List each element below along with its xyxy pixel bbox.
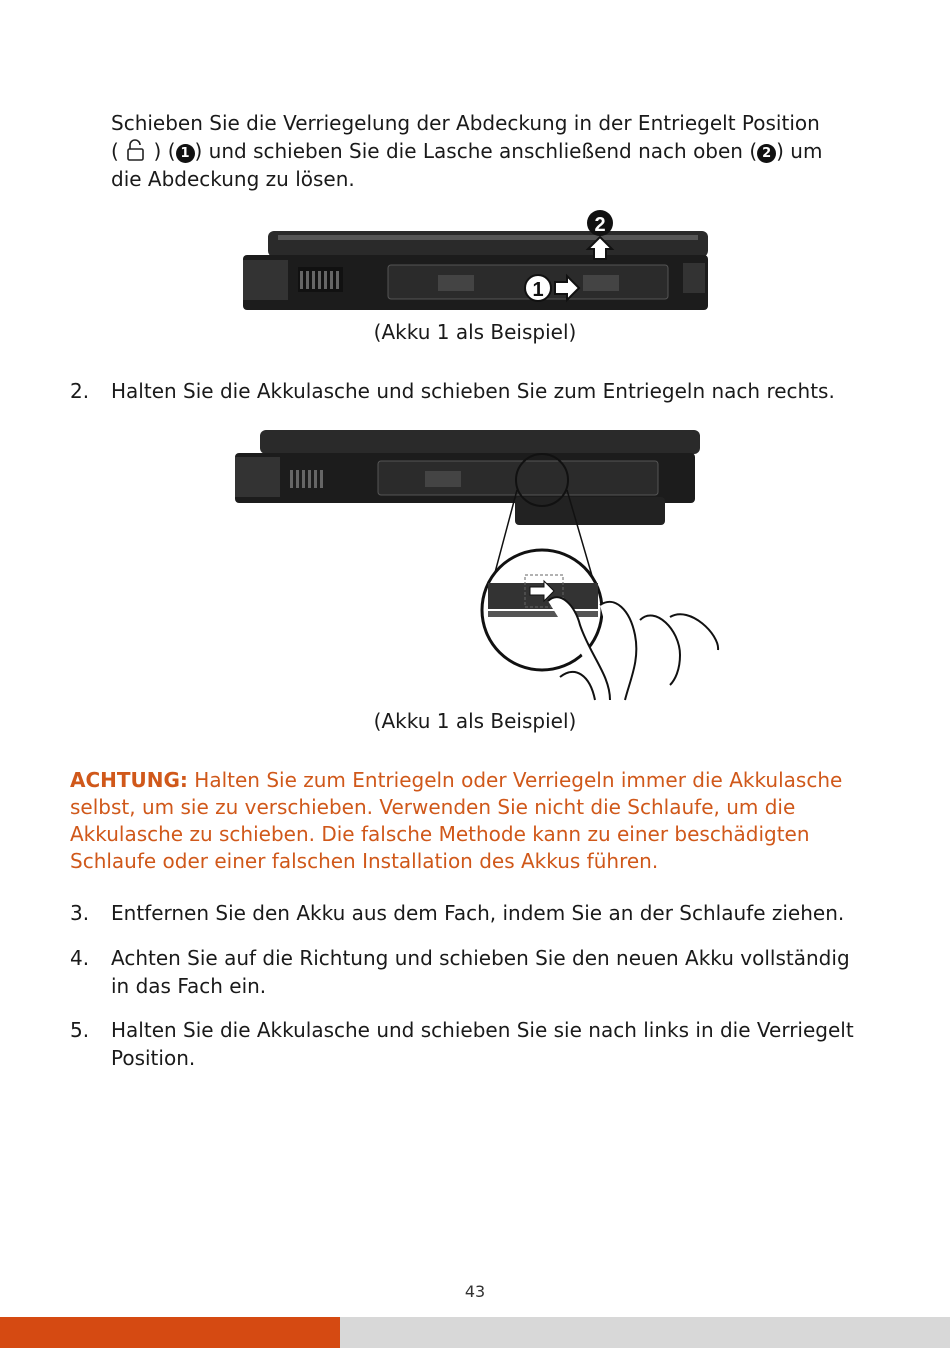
intro-paragraph: [111, 109, 901, 193]
intro-line-3: die Abdeckung zu lösen.: [111, 167, 355, 191]
intro-line-2: ( ) ( 1 ) und schieben Sie die Lasche anschließend nach oben ( 2 ) um: [111, 139, 823, 163]
footer-gray-bar: [340, 1317, 950, 1348]
step-4-number: 4.: [70, 946, 90, 970]
step-5-text: Halten Sie die Akkulasche und schieben Sie sie nach links in die Verriegelt Position.: [111, 1018, 854, 1070]
step-5-number: 5.: [70, 1018, 90, 1042]
step-3-text: Entfernen Sie den Akku aus dem Fach, indem Sie an der Schlaufe ziehen.: [111, 901, 845, 925]
step-marker-1: 1: [176, 144, 195, 163]
figure-1-laptop-latch: [238, 205, 713, 315]
step-3-number: 3.: [70, 901, 90, 925]
figure-2-laptop-finger: [230, 425, 725, 705]
caution-line-2: selbst, um sie zu verschieben. Verwenden Sie nicht die Schlaufe, um die: [70, 795, 796, 819]
step-2-number: 2.: [70, 379, 90, 403]
figure-1-label-1: 1: [532, 279, 544, 301]
caution-label: ACHTUNG:: [70, 768, 188, 792]
figure-1-caption: (Akku 1 als Beispiel): [373, 320, 577, 344]
footer-accent-bar: [0, 1317, 340, 1348]
step-marker-2: 2: [757, 144, 776, 163]
unlock-icon: [125, 138, 147, 162]
caution-block: [70, 767, 900, 875]
figure-2-caption: (Akku 1 als Beispiel): [373, 709, 577, 733]
caution-line-4: Schlaufe oder einer falschen Installation des Akkus führen.: [70, 849, 659, 873]
page-number: 43: [464, 1282, 486, 1301]
intro-line-1: Schieben Sie die Verriegelung der Abdeckung in der Entriegelt Position: [111, 111, 820, 135]
caution-line-3: Akkulasche zu schieben. Die falsche Methode kann zu einer beschädigten: [70, 822, 810, 846]
step-4-text: Achten Sie auf die Richtung und schieben Sie den neuen Akku vollständig in das Fach ein.: [111, 946, 850, 998]
figure-1-label-2: 2: [594, 214, 606, 236]
caution-line-1: ACHTUNG: Halten Sie zum Entriegeln oder Verriegeln immer die Akkulasche: [70, 768, 843, 792]
step-2-text: Halten Sie die Akkulasche und schieben Sie zum Entriegeln nach rechts.: [111, 379, 835, 403]
